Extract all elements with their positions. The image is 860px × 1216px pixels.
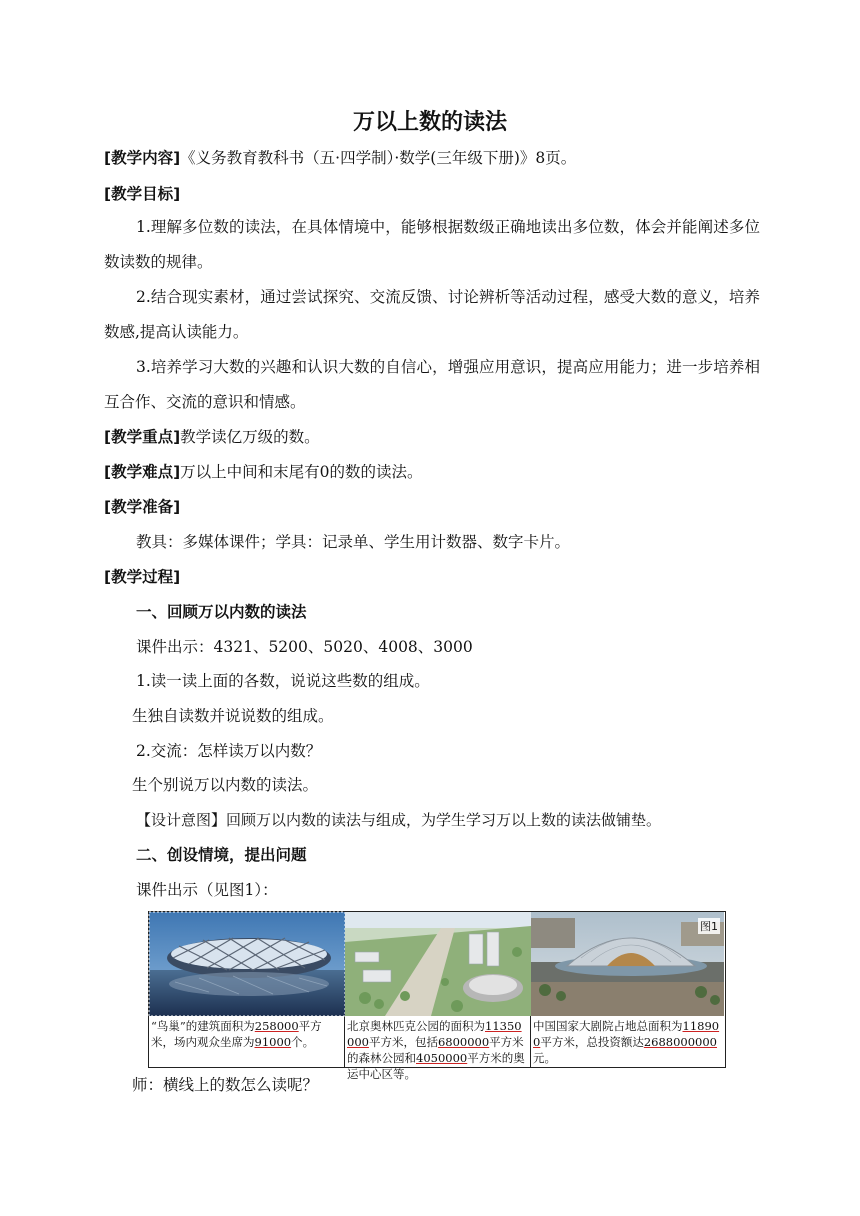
section2-heading: 二、创设情境，提出问题: [136, 846, 307, 864]
key-point-text: 教学读亿万级的数。: [180, 428, 320, 446]
underlined-number: 2688000000: [643, 1035, 717, 1049]
design-intent: 【设计意图】回顾万以内数的读法与组成，为学生学习万以上数的读法做铺垫。: [136, 811, 662, 829]
grand-theater-caption: 中国国家大剧院占地总面积为118900平方米，总投资额达2688000000元。: [533, 1019, 720, 1065]
figure-panel-birds-nest: [149, 912, 345, 1067]
difficulty-text: 万以上中间和末尾有0的数的读法。: [180, 463, 423, 481]
objective-1: 1.理解多位数的读法，在具体情境中，能够根据数级正确地读出多位数，体会并能阐述多位数读数的规律。: [104, 218, 760, 271]
section1-line-4: 2.交流：怎样读万以内数？: [136, 742, 322, 760]
grand-theater-photo: [531, 912, 724, 1016]
underlined-number: 118900: [533, 1019, 720, 1049]
olympic-park-caption: 北京奥林匹克公园的面积为11350000平方米，包括6800000平方米的森林公园和4050000平方米的奥运中心区等。: [347, 1019, 525, 1081]
process-label: [教学过程]: [104, 568, 181, 586]
preparation-text: 教具：多媒体课件；学具：记录单、学生用计数器、数字卡片。: [136, 533, 571, 551]
objectives-heading: [教学目标]: [104, 185, 181, 203]
objective-2: 2.结合现实素材，通过尝试探究、交流反馈、讨论辨析等活动过程，感受大数的意义，培养数感,提高认读能力。: [104, 288, 760, 341]
objective-3: 3.培养学习大数的兴趣和认识大数的自信心，增强应用意识，提高应用能力；进一步培养相互合作、交流的意识和情感。: [104, 358, 760, 411]
difficulty-label: [教学难点]: [104, 463, 181, 481]
section1-line-1: 课件出示：4321、5200、5020、4008、3000: [136, 638, 473, 656]
underlined-number: 11350000: [347, 1019, 522, 1049]
process-heading: [104, 566, 760, 588]
underlined-number: 91000: [254, 1035, 292, 1049]
underlined-number: 4050000: [416, 1051, 468, 1065]
key-point: [104, 426, 760, 448]
teaching-content: [104, 147, 760, 169]
birds-nest-caption: “鸟巢”的建筑面积为258000平方米，场内观众坐席为91000个。: [151, 1019, 322, 1049]
section1-line-3: 生独自读数并说说数的组成。: [132, 707, 334, 725]
underlined-number: 6800000: [437, 1035, 490, 1049]
figure-panel-olympic-park: [345, 912, 531, 1081]
figure-1: [148, 911, 726, 1081]
objectives-label: [104, 183, 760, 205]
section1-heading: 一、回顾万以内数的读法: [136, 603, 307, 621]
preparation-heading: [104, 496, 760, 518]
teaching-content-text: 《义务教育教科书（五·四学制）·数学(三年级下册)》8页。: [180, 149, 577, 167]
preparation-label: [教学准备]: [104, 498, 181, 516]
birds-nest-photo: [149, 912, 345, 1016]
figure-panel-grand-theater: [531, 912, 724, 1067]
figure-label: 图1: [700, 920, 718, 933]
teaching-content-label: [教学内容]: [104, 149, 181, 167]
section1-line-2: 1.读一读上面的各数，说说这些数的组成。: [136, 672, 430, 690]
section2-intro: 课件出示（见图1）：: [136, 881, 278, 899]
page-title: 万以上数的读法: [352, 110, 507, 135]
key-point-label: [教学重点]: [104, 428, 181, 446]
teacher-question: 师：横线上的数怎么读呢？: [132, 1076, 319, 1094]
difficulty: [104, 461, 760, 483]
underlined-number: 258000: [254, 1019, 299, 1033]
section1-line-5: 生个别说万以内数的读法。: [132, 776, 319, 794]
olympic-park-photo: [345, 912, 531, 1016]
